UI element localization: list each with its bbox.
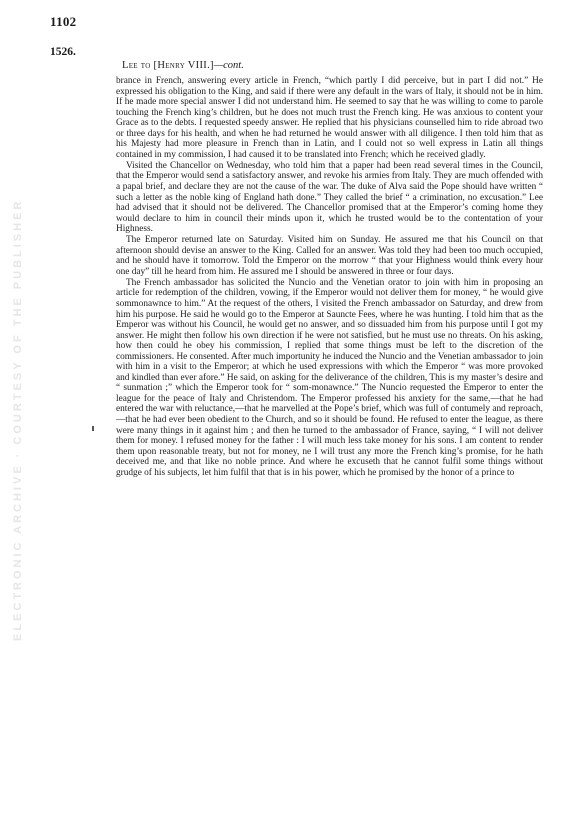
paragraph: Visited the Chancellor on Wednesday, who told him that a paper had been read several times in the Council, that the Emperor would send a satisfactory answer, and revoke his armies from Italy. They are much offended with a papal brief, and declare they are not the cause of the war. The duke of Alva said the Pope should have written “ such a letter as the noble king of England hath done.” They called the brief “ a crimination, no excusation.” Lee had advised that it should not be delivered. The Chancellor promised that at the Emperor’s coming home they would declare to him in council their minds upon it, which he trusted would be to the contentation of your Highness.: [116, 160, 543, 235]
paragraph: brance in French, answering every article in French, “which partly I did perceive, but in part I did not.” He expressed his obligation to the King, and said if there were any default in the wars of Italy, it should not be in him. If he made more special answer I did not understand him. He seemed to say that he was willing to come to parole touching the French king’s children, but he does not much trust the French king. He was anxious to content your Grace as to the debts. I requested speedy answer. He replied that his physicians counselled him to ride abroad two or three days for his health, and when he had returned he would answer with all diligence. I then told him that as his Majesty had more pleasure in French than in Latin, and I could not so well express in Latin all things contained in my commission, I had caused it to be translated into French; which he received gladly.: [116, 76, 543, 160]
document-heading: [122, 60, 244, 71]
heading-continued: —cont.: [213, 60, 244, 71]
watermark: ELECTRONIC ARCHIVE · COURTESY OF THE PUBLISHER: [12, 198, 24, 642]
margin-mark: [92, 426, 94, 431]
heading-name: Lee to [Henry VIII.]: [122, 60, 214, 71]
year-label: 1526.: [50, 46, 76, 58]
document-body: [116, 76, 543, 479]
paragraph: The French ambassador has solicited the Nuncio and the Venetian orator to join with him in proposing an article for redemption of the children, vowing, if the Emperor would not deliver them for money, “ he would give sommonawnce to him.” At the request of the others, I visited the French ambassador on Saturday, and drew from him his purpose. He said he would go to the Emperor at Sauncte Fees, where he was hunting. I told him that as the Emperor was without his Council, he would get no answer, and so dissuaded him from his purpose until I got my answer. He might then follow his own direction if he were not satisfied, but he must use no threats. On his asking, how then could he obey his commission, I replied that some things must be left to the discretion of the commissioners. He consented. After much importunity he induced the Nuncio and the Venetian ambassador to join with him in a visit to the Emperor; at which he used expressions with which the Emperor “ was more provoked and kindled than ever afore.” He said, on asking for the deliverance of the children, This is my master’s desire and “ sunmation ;” which the Emperor took for “ som-monawnce.” The Nuncio requested the Emperor to enter the league for the peace of Italy and Christendom. The Emperor professed his anxiety for the same,—that he had entered the war with reluctance,—that he marvelled at the Pope’s brief, which was full of contumely and reproach,—that he had ever been obedient to the Church, and so it should be found. He refused to enter the league, as there were many things in it against him ; and then he turned to the ambassador of France, saying, “ I will not deliver them for money. I refused money for the father : I will much less take money for his sons. I am content to render them upon reasonable treaty, but not for money, ne I will trust any more the French king’s promise, for he hath deceived me, and that like no noble prince. And where he excuseth that he cannot fulfil some things without grudge of his subjects, let him fulfil that that is in his power, which he promised by the honor of a prince to: [116, 277, 543, 478]
page-number: 1102: [50, 14, 77, 29]
paragraph: The Emperor returned late on Saturday. Visited him on Sunday. He assured me that his Council on that afternoon should devise an answer to the King. Called for an answer. Was told they had been too much occupied, and he should have it tomorrow. Told the Emperor on the morrow “ that your Highness would think every hour one day” till he heard from him. He assured me I should be answered in three or four days.: [116, 235, 543, 277]
